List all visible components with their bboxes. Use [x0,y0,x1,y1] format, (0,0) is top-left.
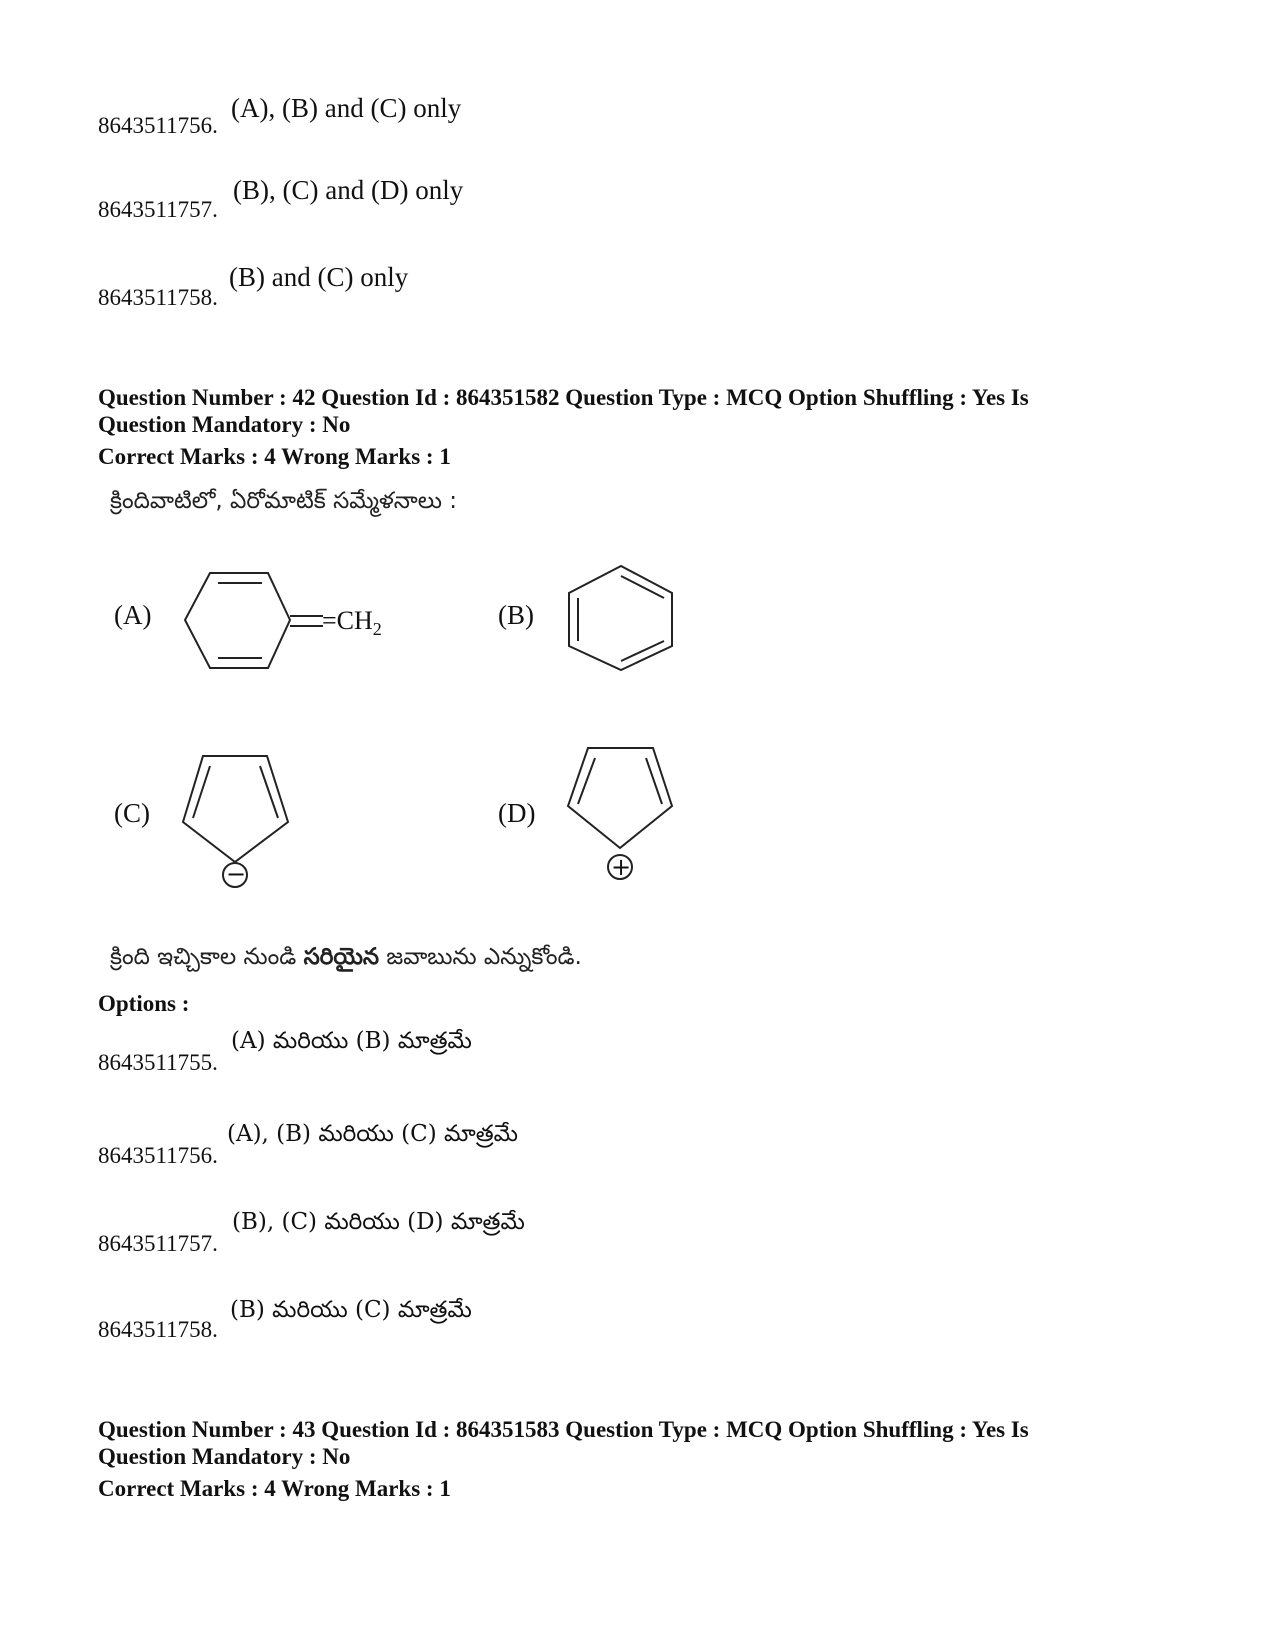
instruction-text-end: జవాబును ఎన్నుకోండి. [379,944,582,970]
question-instruction [110,944,582,976]
option-text: (B) మరియు (C) మాత్రమే [230,1297,472,1323]
option-id: 8643511758. [98,1317,218,1342]
structure-d-charge: + [611,853,632,881]
structure-label-b: (B) [498,600,534,630]
option-id: 8643511755. [98,1050,218,1075]
option-id: 8643511756. [98,1143,218,1168]
structure-c-charge: − [226,860,247,888]
structure-label-c: (C) [114,798,150,828]
structure-a-subscript: 2 [372,619,382,640]
instruction-text: క్రింది ఇచ్చికాల నుండి [110,944,304,970]
option-id: 8643511757. [98,1231,218,1256]
question-header-cont: Question Mandatory : No [98,1444,351,1469]
option-id: 8643511758. [98,285,218,310]
option-text: (B) and (C) only [229,262,409,292]
option-text: (A), (B) మరియు (C) మాత్రమే [227,1121,518,1147]
option-text: (A), (B) and (C) only [231,93,462,123]
option-id: 8643511757. [98,197,218,222]
option-text: (B), (C) and (D) only [233,175,464,205]
option-id: 8643511756. [98,113,218,138]
structure-a-group-text: =CH [322,606,373,635]
question-marks: Correct Marks : 4 Wrong Marks : 1 [98,1476,451,1501]
options-label: Options : [98,991,190,1016]
question-header: Question Number : 43 Question Id : 864351583 Question Type : MCQ Option Shuffling : Yes Is [98,1417,1029,1442]
structure-label-a: (A) [114,600,152,630]
question-header-cont: Question Mandatory : No [98,412,351,437]
question-marks: Correct Marks : 4 Wrong Marks : 1 [98,444,451,469]
structure-label-d: (D) [498,798,536,828]
option-text: (B), (C) మరియు (D) మాత్రమే [232,1209,525,1235]
question-stem: క్రిందివాటిలో, ఏరోమాటిక్ సమ్మేళనాలు : [110,488,458,514]
option-text: (A) మరియు (B) మాత్రమే [231,1028,472,1054]
instruction-emphasis: సరియైన [303,944,380,970]
question-header: Question Number : 42 Question Id : 864351582 Question Type : MCQ Option Shuffling : Yes Is [98,385,1029,410]
